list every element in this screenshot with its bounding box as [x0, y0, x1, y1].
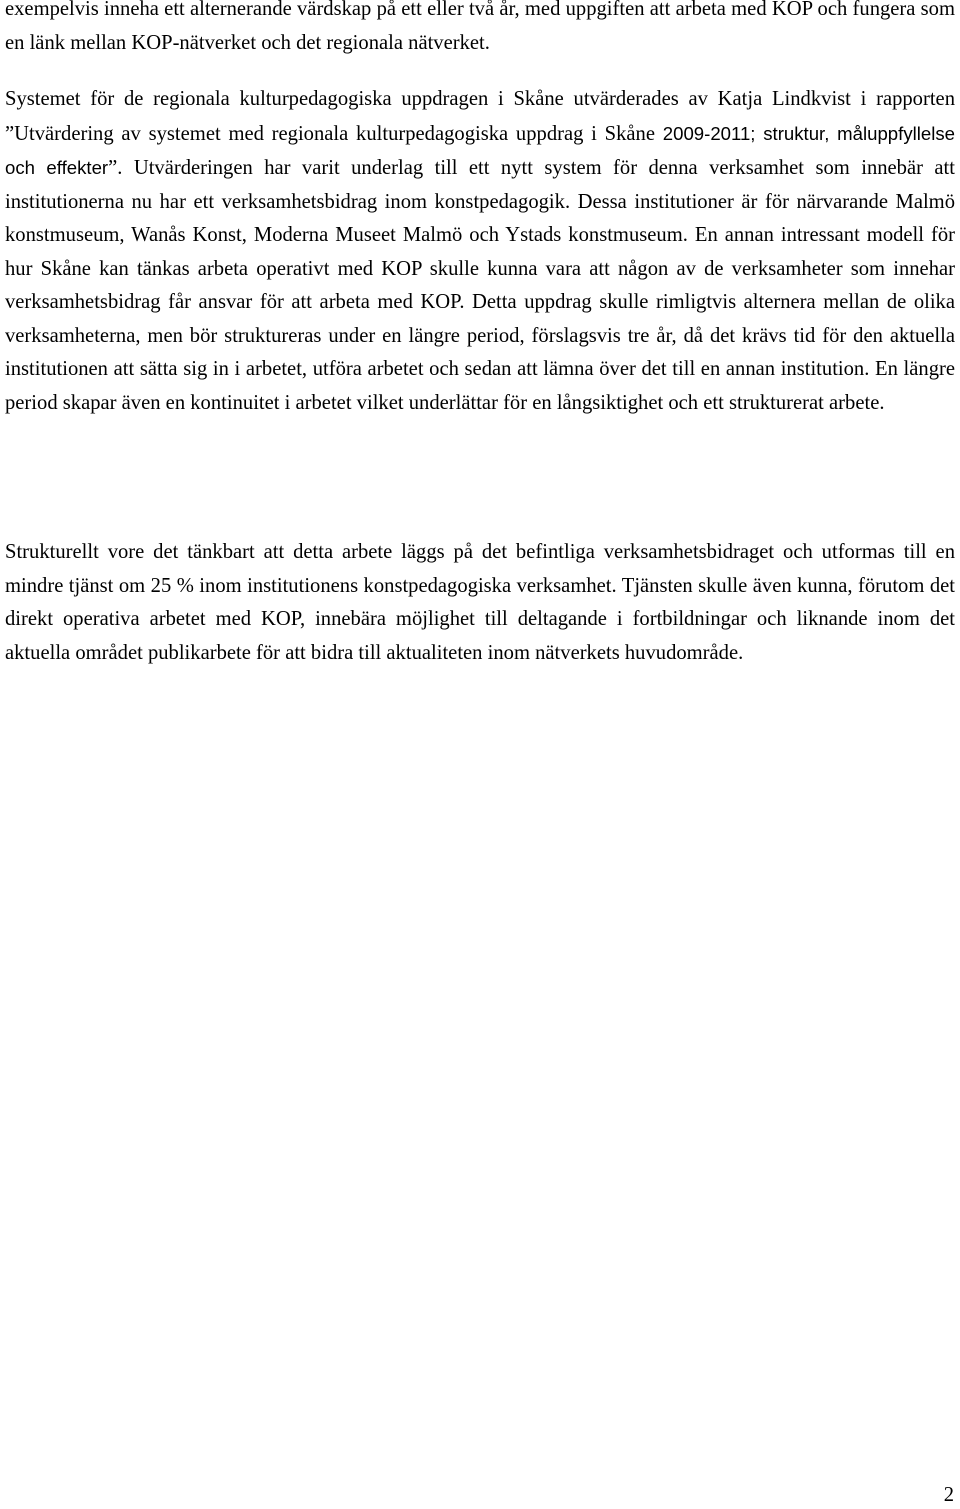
paragraph-evaluation-part-c: ”. Utvärderingen har varit underlag till ett nytt system för denna verksamhet som innebär att institutionerna nu har ett verksamhetsbidrag inom konstpedagogik. Dessa institutioner är för närvarande Malmö konstmuseum, Wanås Konst, Moderna Museet Malmö och Ystads konstmuseum. En annan intressant modell för hur Skåne kan tänkas arbeta operativt med KOP skulle kunna vara att någon av de verksamheter som innehar verksamhetsbidrag får ansvar för att arbeta med KOP. Detta uppdrag skulle rimligtvis alternera mellan de olika verksamheterna, men bör struktureras under en längre period, förslagsvis tre år, då det krävs tid för den aktuella institutionen att sätta sig in i arbetet, utföra arbetet och sedan att lämna över det till en annan institution. En längre period skapar även en kontinuitet i arbetet vilket underlättar för en långsiktighet och ett strukturerat arbete.: [5, 157, 955, 414]
paragraph-continuation: exempelvis inneha ett alternerande värdskap på ett eller två år, med uppgiften att arbeta med KOP och fungera som en länk mellan KOP-nätverket och det regionala nätverket.: [5, 0, 955, 54]
paragraph-evaluation-part-a: Systemet för de regionala kulturpedagogiska uppdragen i Skåne utvärderades av Katja Lindkvist i rapporten ”Utvärdering av systemet med regionala kulturpedagogiska uppdrag i Skåne: [5, 88, 955, 145]
page-number: 2: [943, 1484, 954, 1506]
paragraph-evaluation: [5, 83, 955, 420]
report-title-sans-fragment: 2009-2011; struktur, måluppfyllelse och effekter: [5, 122, 955, 178]
paragraph-structure: Strukturellt vore det tänkbart att detta arbete läggs på det befintliga verksamhetsbidraget och utformas till en mindre tjänst om 25 % inom institutionens konstpedagogiska verksamhet. Tjänsten skulle även kunna, förutom det direkt operativa arbetet med KOP, innebära möjlighet till deltagande i fortbildningar och liknande inom det aktuella området publikarbete för att bidra till aktualiteten inom nätverkets huvudområde.: [5, 541, 955, 664]
